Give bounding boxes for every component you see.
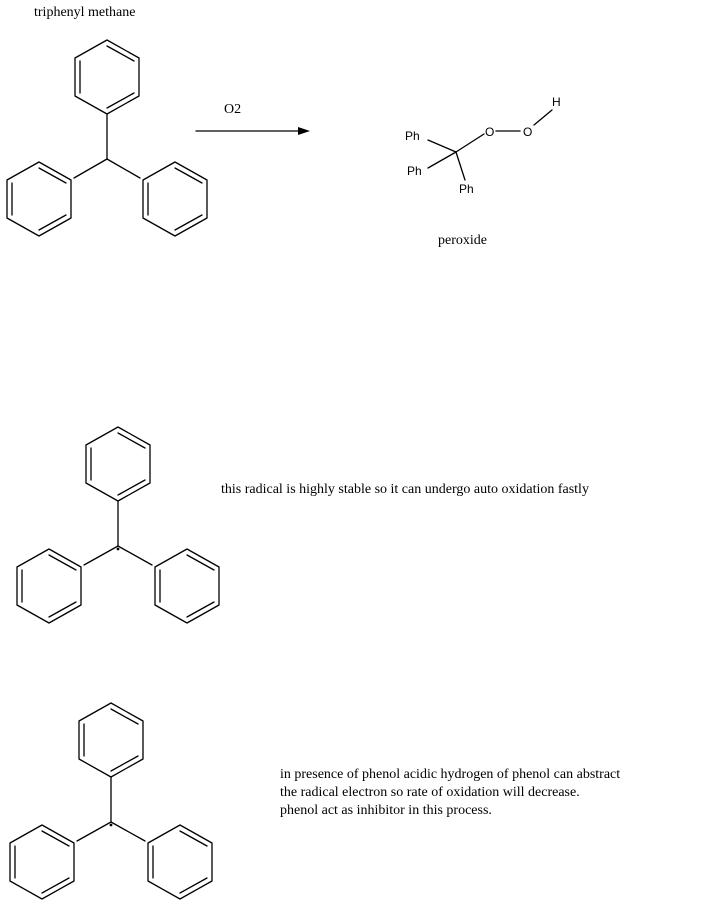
atom-ph-2: Ph bbox=[407, 164, 422, 178]
bond-right bbox=[111, 822, 145, 841]
atom-ph-1: Ph bbox=[405, 129, 420, 143]
inhibitor-note-line-3: phenol act as inhibitor in this process. bbox=[280, 803, 492, 818]
bond-right bbox=[107, 159, 140, 178]
trityl-radical-structure bbox=[17, 427, 219, 623]
radical-stability-note: this radical is highly stable so it can undergo auto oxidation fastly bbox=[221, 482, 589, 497]
triphenylmethane-structure bbox=[7, 40, 207, 236]
benzene-ring-top bbox=[79, 703, 143, 777]
benzene-ring-top bbox=[75, 40, 139, 114]
reagent-label: O2 bbox=[224, 102, 242, 117]
benzene-ring-left bbox=[17, 549, 81, 623]
bond-left bbox=[74, 159, 107, 178]
product-label: peroxide bbox=[438, 233, 487, 248]
benzene-ring-right bbox=[155, 549, 219, 623]
inhibitor-note-line-2: the radical electron so rate of oxidation will decrease. bbox=[280, 785, 580, 800]
bond-left bbox=[77, 822, 111, 841]
bond-right bbox=[118, 546, 152, 565]
radical-dot-icon bbox=[117, 548, 120, 551]
benzene-ring-left bbox=[10, 825, 74, 899]
benzene-ring-left bbox=[7, 162, 71, 236]
trityl-radical-structure-2 bbox=[10, 703, 212, 899]
benzene-ring-top bbox=[86, 427, 150, 501]
benzene-ring-right bbox=[148, 825, 212, 899]
atom-h: H bbox=[552, 95, 561, 109]
radical-dot-icon bbox=[110, 824, 113, 827]
bond-left bbox=[84, 546, 118, 565]
benzene-ring-right bbox=[143, 162, 207, 236]
inhibitor-note bbox=[280, 766, 620, 820]
atom-o-1: O bbox=[485, 125, 495, 139]
atom-o-2: O bbox=[523, 125, 533, 139]
reaction-arrow bbox=[196, 127, 310, 135]
inhibitor-note-line-1: in presence of phenol acidic hydrogen of phenol can abstract bbox=[280, 767, 621, 782]
reactant-label: triphenyl methane bbox=[34, 5, 136, 20]
peroxide-structure bbox=[405, 95, 561, 196]
atom-ph-3: Ph bbox=[459, 182, 474, 196]
